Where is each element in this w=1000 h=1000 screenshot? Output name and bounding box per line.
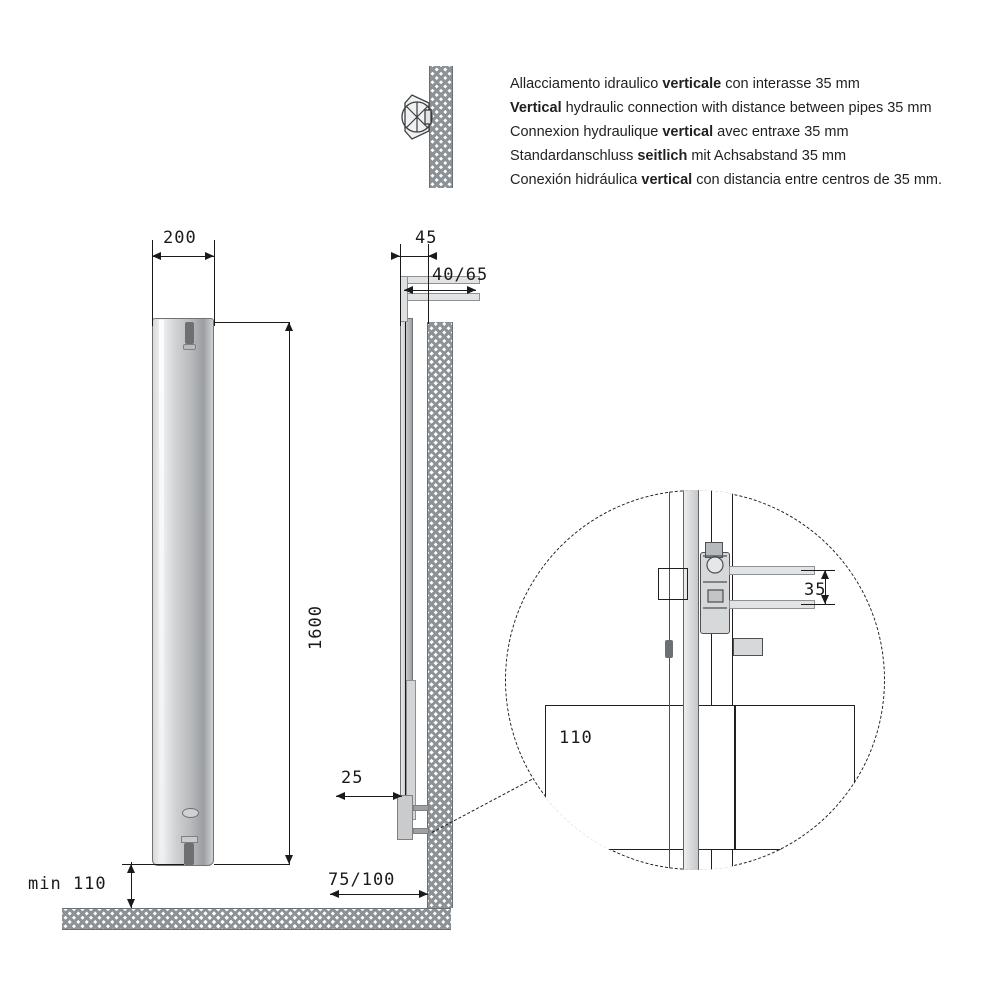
- legend-pre: Standardanschluss: [510, 148, 638, 164]
- legend-pre: Connexion hydraulique: [510, 124, 663, 140]
- legend-bold: Vertical: [510, 100, 562, 116]
- detail-dim-label-35: 35: [804, 580, 827, 600]
- legend-bold: verticale: [662, 76, 722, 92]
- legend-post: hydraulic connection with distance between pipes 35 mm: [561, 100, 932, 116]
- dim-label-45: 45: [415, 228, 438, 248]
- detail-contents: [505, 490, 885, 870]
- dim-label-40-65: 40/65: [432, 265, 489, 285]
- legend-pre: Allacciamento idraulico: [510, 76, 663, 92]
- legend-post: avec entraxe 35 mm: [713, 124, 849, 140]
- legend-post: mit Achsabstand 35 mm: [687, 148, 847, 164]
- legend-bold: vertical: [662, 124, 714, 140]
- legend-pre: Conexión hidráulica: [510, 172, 642, 188]
- dim-label-200: 200: [163, 228, 197, 248]
- legend-bold: vertical: [641, 172, 693, 188]
- dim-label-25: 25: [341, 768, 364, 788]
- legend-post: con interasse 35 mm: [721, 76, 860, 92]
- dim-label-1600: 1600: [306, 605, 326, 650]
- detail-dim-35-arrows: [505, 490, 885, 870]
- dim-label-75-100: 75/100: [328, 870, 396, 890]
- legend-bold: seitlich: [637, 148, 688, 164]
- detail-dim-label-110: 110: [559, 728, 593, 748]
- legend-post: con distancia entre centros de 35 mm.: [692, 172, 943, 188]
- dim-label-min-110: min 110: [28, 874, 107, 894]
